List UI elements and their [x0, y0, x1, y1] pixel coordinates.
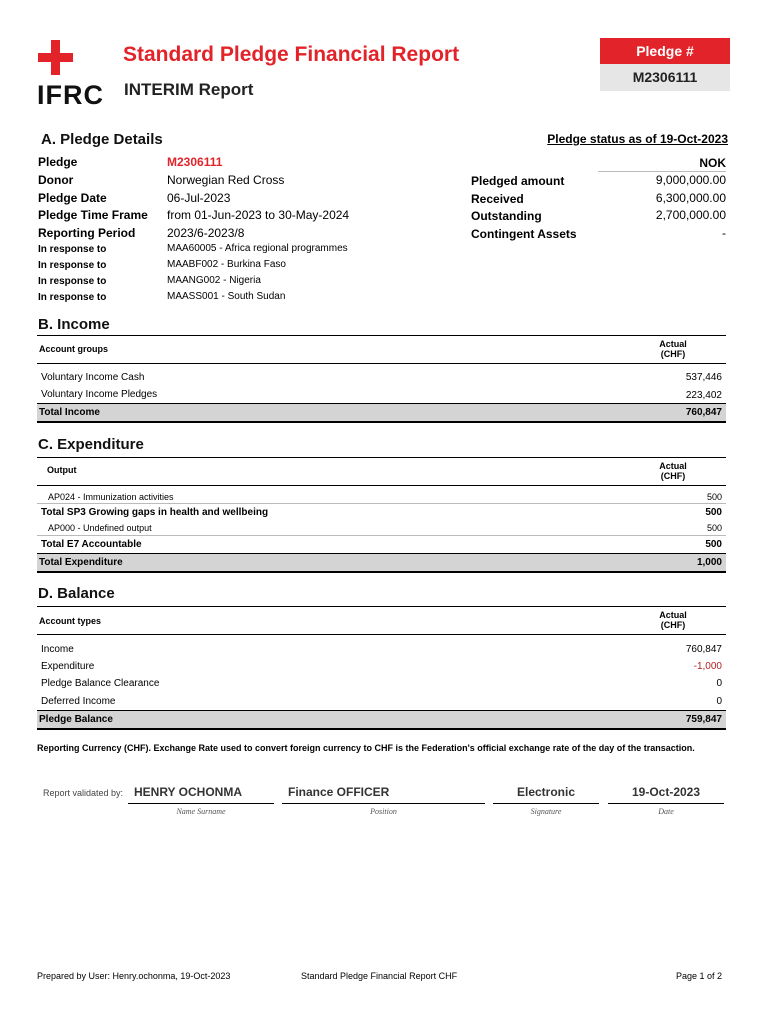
pledge-detail-value: from 01-Jun-2023 to 30-May-2024 [167, 208, 350, 222]
expenditure-row-value: 500 [706, 523, 722, 533]
income-row-value: 537,446 [685, 372, 722, 383]
balance-row-label: Expenditure [41, 661, 95, 672]
response-value: MAASS001 - South Sudan [167, 291, 286, 302]
expenditure-subtotal-label: Total SP3 Growing gaps in health and wellbeing [41, 507, 269, 518]
amount-value: 2,700,000.00 [655, 208, 726, 222]
pledge-status-label: Pledge status as of 19-Oct-2023 [547, 132, 728, 146]
column-header-currency: (CHF) [660, 349, 686, 359]
column-header-currency: (CHF) [660, 471, 686, 481]
response-label: In response to [38, 276, 107, 287]
crescent-logo [78, 38, 114, 76]
report-title: Standard Pledge Financial Report [123, 43, 460, 66]
balance-row-label: Income [41, 644, 74, 655]
report-subtitle: INTERIM Report [124, 80, 254, 99]
amount-label: Outstanding [471, 209, 542, 223]
expenditure-subtotal-label: Total E7 Accountable [41, 539, 142, 550]
response-label: In response to [38, 292, 107, 303]
balance-row-value: 0 [716, 696, 722, 707]
currency-label: NOK [699, 156, 726, 170]
pledge-balance-value: 759,847 [685, 714, 722, 725]
total-income-label: Total Income [39, 407, 100, 418]
response-label: In response to [38, 244, 107, 255]
pledge-detail-label: Pledge [38, 155, 78, 169]
response-value: MAANG002 - Nigeria [167, 275, 261, 286]
column-header-actual: Actual [659, 610, 687, 620]
column-header-currency: (CHF) [660, 620, 686, 630]
section-heading-pledge-details: A. Pledge Details [41, 131, 163, 148]
pledge-detail-value: 06-Jul-2023 [167, 191, 231, 205]
income-row-label: Voluntary Income Pledges [41, 389, 158, 400]
pledge-detail-label: Donor [38, 173, 74, 187]
validation-date: 19-Oct-2023 [631, 785, 701, 799]
footer-report-name: Standard Pledge Financial Report CHF [301, 971, 458, 981]
balance-row-value: 760,847 [685, 644, 722, 655]
amount-value: - [722, 226, 726, 240]
caption-date: Date [658, 807, 674, 816]
expenditure-row-label: AP000 - Undefined output [48, 523, 152, 533]
income-row-value: 223,402 [685, 390, 722, 401]
caption-position: Position [370, 807, 397, 816]
pledge-balance-label: Pledge Balance [39, 714, 113, 725]
pledge-detail-label: Pledge Time Frame [38, 208, 148, 222]
validated-by-label: Report validated by: [43, 788, 124, 798]
footer-prepared-by: Prepared by User: Henry.ochonma, 19-Oct-2023 [37, 971, 231, 981]
amount-label: Received [471, 192, 524, 206]
expenditure-row-label: AP024 - Immunization activities [48, 492, 174, 502]
pledge-number-label: Pledge # [600, 38, 730, 64]
section-heading-balance: D. Balance [38, 585, 115, 602]
pledge-detail-value: M2306111 [167, 155, 223, 169]
column-header: Output [47, 465, 77, 475]
section-heading-expenditure: C. Expenditure [38, 436, 144, 453]
response-label: In response to [38, 260, 107, 271]
validator-position: Finance OFFICER [288, 785, 390, 799]
column-header-actual: Actual [659, 461, 687, 471]
balance-row-label: Deferred Income [41, 696, 116, 707]
pledge-number-value: M2306111 [600, 64, 730, 91]
balance-row-value: 0 [716, 678, 722, 689]
amount-value: 6,300,000.00 [655, 191, 726, 205]
amount-label: Contingent Assets [471, 227, 577, 241]
balance-row-label: Pledge Balance Clearance [41, 678, 160, 689]
exchange-rate-note: Reporting Currency (CHF). Exchange Rate used to convert foreign currency to CHF is the Federation's official exchange rate of the day of the transaction. [37, 743, 695, 753]
pledge-detail-value: Norwegian Red Cross [167, 173, 285, 187]
pledge-detail-label: Reporting Period [38, 226, 136, 240]
validator-signature: Electronic [516, 785, 576, 799]
caption-signature: Signature [530, 807, 562, 816]
income-row-label: Voluntary Income Cash [41, 372, 145, 383]
column-header: Account types [39, 616, 102, 626]
balance-row-value-negative: -1,000 [693, 661, 722, 672]
validator-name: HENRY OCHONMA [134, 785, 243, 799]
total-expenditure-value: 1,000 [696, 557, 722, 568]
total-expenditure-label: Total Expenditure [39, 557, 123, 568]
column-header-actual: Actual [659, 339, 687, 349]
expenditure-row-value: 500 [706, 492, 722, 502]
response-value: MAA60005 - Africa regional programmes [167, 243, 348, 254]
caption-name: Name Surname [176, 807, 226, 816]
ifrc-logo-text: IFRC [37, 80, 104, 110]
pledge-detail-value: 2023/6-2023/8 [167, 226, 245, 240]
amount-label: Pledged amount [471, 174, 565, 188]
pledge-detail-label: Pledge Date [38, 191, 107, 205]
footer-page-number: Page 1 of 2 [675, 971, 722, 981]
total-income-value: 760,847 [685, 407, 722, 418]
expenditure-subtotal-value: 500 [705, 507, 722, 518]
amount-value: 9,000,000.00 [655, 173, 726, 187]
response-value: MAABF002 - Burkina Faso [167, 259, 286, 270]
section-heading-income: B. Income [38, 316, 110, 333]
expenditure-subtotal-value: 500 [705, 539, 722, 550]
column-header: Account groups [39, 344, 108, 354]
